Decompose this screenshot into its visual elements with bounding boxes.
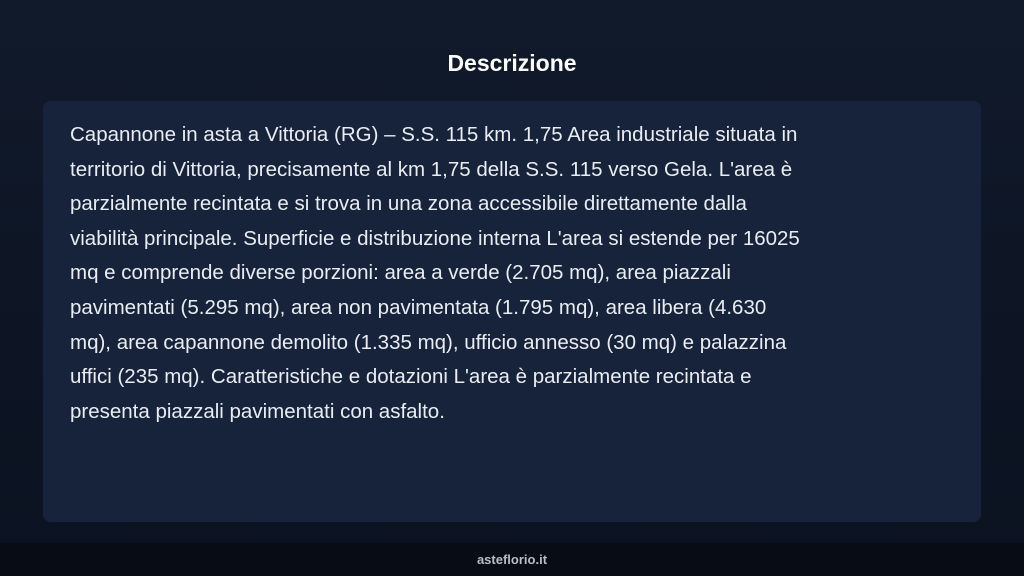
description-card bbox=[43, 101, 981, 522]
description-line: uffici (235 mq). Caratteristiche e dotazioni L'area è parzialmente recintata e bbox=[70, 365, 752, 389]
footer bbox=[0, 543, 1024, 576]
description-line: territorio di Vittoria, precisamente al km 1,75 della S.S. 115 verso Gela. L'area è bbox=[70, 157, 793, 181]
description-line: viabilità principale. Superficie e distribuzione interna L'area si estende per 16025 bbox=[70, 226, 800, 250]
description-line: Capannone in asta a Vittoria (RG) – S.S. 115 km. 1,75 Area industriale situata in bbox=[70, 123, 798, 146]
page-title: Descrizione bbox=[447, 50, 577, 76]
description-line: parzialmente recintata e si trova in una zona accessibile direttamente dalla bbox=[70, 192, 747, 216]
footer-site-name: asteflorio.it bbox=[476, 552, 548, 567]
description-line: presenta piazzali pavimentati con asfalto. bbox=[70, 399, 445, 423]
description-text bbox=[70, 118, 800, 429]
description-line: pavimentati (5.295 mq), area non pavimentata (1.795 mq), area libera (4.630 bbox=[70, 295, 767, 319]
description-line: mq), area capannone demolito (1.335 mq), ufficio annesso (30 mq) e palazzina bbox=[70, 330, 787, 354]
description-line: mq e comprende diverse porzioni: area a verde (2.705 mq), area piazzali bbox=[70, 261, 731, 285]
